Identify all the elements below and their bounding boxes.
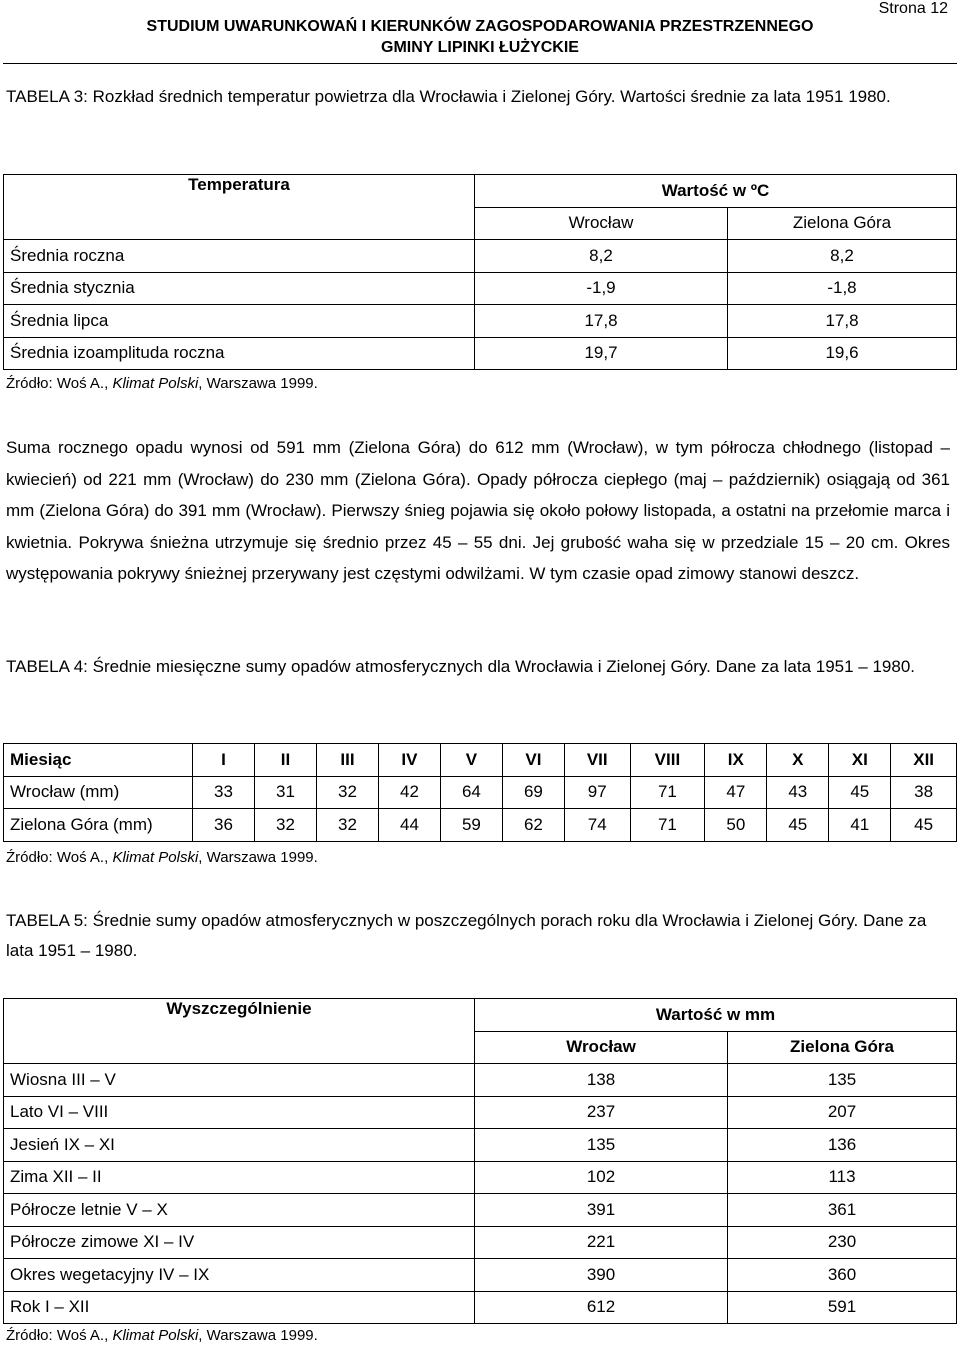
table-row bbox=[4, 1291, 957, 1324]
cell-value: 8,2 bbox=[728, 240, 957, 273]
table-row bbox=[4, 1161, 957, 1194]
cell-value: 64 bbox=[440, 776, 502, 809]
row-label: Średnia izoamplituda roczna bbox=[4, 337, 475, 370]
table-row bbox=[4, 305, 957, 338]
cell-value: 36 bbox=[193, 809, 255, 842]
cell-value: 17,8 bbox=[475, 305, 728, 338]
cell-value: 221 bbox=[475, 1226, 728, 1259]
table4 bbox=[3, 743, 957, 842]
row-label: Średnia stycznia bbox=[4, 272, 475, 305]
row-label: Średnia roczna bbox=[4, 240, 475, 273]
month-header: X bbox=[767, 744, 829, 777]
month-header: XI bbox=[829, 744, 891, 777]
cell-value: 113 bbox=[728, 1161, 957, 1194]
page-number: Strona 12 bbox=[878, 0, 948, 17]
table-row bbox=[4, 272, 957, 305]
table-row bbox=[4, 776, 957, 809]
cell-value: 42 bbox=[378, 776, 440, 809]
cell-value: 32 bbox=[254, 809, 316, 842]
cell-value: 33 bbox=[193, 776, 255, 809]
table4-caption: TABELA 4: Średnie miesięczne sumy opadów atmosferycznych dla Wrocławia i Zielonej Góry. Dane za lata 1951 – 1980. bbox=[6, 657, 916, 676]
cell-value: 59 bbox=[440, 809, 502, 842]
source-title: Klimat Polski bbox=[112, 1327, 199, 1344]
row-label: Jesień IX – XI bbox=[4, 1129, 475, 1162]
table3-group-header: Wartość w ºC bbox=[475, 175, 957, 208]
source-suffix: , Warszawa 1999. bbox=[198, 1327, 318, 1344]
row-label: Wiosna III – V bbox=[4, 1064, 475, 1097]
cell-value: 47 bbox=[705, 776, 767, 809]
cell-value: 31 bbox=[254, 776, 316, 809]
table4-source bbox=[6, 848, 318, 868]
source-title: Klimat Polski bbox=[112, 375, 199, 392]
row-label: Zielona Góra (mm) bbox=[4, 809, 193, 842]
body-paragraph: Suma rocznego opadu wynosi od 591 mm (Zielona Góra) do 612 mm (Wrocław), w tym półrocza chłodnego (listopad – kwiecień) od 221 mm (Wrocław) do 230 mm (Zielona Góra). Opady półrocza ciepłego (maj – październik) osiągają od 361 mm (Zielona Góra) do 391 mm (Wrocław). Pierwszy śnieg pojawia się około połowy listopada, a ostatni na przełomie marca i kwietnia. Pokrywa śnieżna utrzymuje się średnio przez 45 – 55 dni. Jej grubość waha się w przedziale 15 – 20 cm. Okres występowania pokrywy śnieżnej przerywany jest częstymi odwilżami. W tym czasie opad zimowy stanowi deszcz. bbox=[6, 438, 950, 583]
header-divider bbox=[3, 63, 957, 64]
month-header: VI bbox=[502, 744, 564, 777]
table-row bbox=[4, 1096, 957, 1129]
table5-col-header: Wyszczególnienie bbox=[4, 999, 475, 1064]
cell-value: -1,9 bbox=[475, 272, 728, 305]
cell-value: 102 bbox=[475, 1161, 728, 1194]
source-prefix: Źródło: Woś A., bbox=[6, 1327, 113, 1344]
source-prefix: Źródło: Woś A., bbox=[6, 375, 113, 392]
table5-group-header: Wartość w mm bbox=[475, 999, 957, 1032]
table-row bbox=[4, 1259, 957, 1292]
cell-value: 136 bbox=[728, 1129, 957, 1162]
source-title: Klimat Polski bbox=[112, 849, 199, 866]
table5 bbox=[3, 998, 957, 1324]
header-line-1: STUDIUM UWARUNKOWAŃ I KIERUNKÓW ZAGOSPODAROWANIA PRZESTRZENNEGO bbox=[146, 18, 814, 35]
table-row bbox=[4, 809, 957, 842]
cell-value: 45 bbox=[829, 776, 891, 809]
month-header: II bbox=[254, 744, 316, 777]
cell-value: 32 bbox=[316, 776, 378, 809]
source-prefix: Źródło: Woś A., bbox=[6, 849, 113, 866]
cell-value: 69 bbox=[502, 776, 564, 809]
cell-value: 360 bbox=[728, 1259, 957, 1292]
cell-value: 230 bbox=[728, 1226, 957, 1259]
table4-header-label: Miesiąc bbox=[4, 744, 193, 777]
cell-value: 50 bbox=[705, 809, 767, 842]
table3-caption: TABELA 3: Rozkład średnich temperatur powietrza dla Wrocławia i Zielonej Góry. Wartości średnie za lata 1951 1980. bbox=[6, 87, 891, 106]
cell-value: 17,8 bbox=[728, 305, 957, 338]
cell-value: 45 bbox=[891, 809, 957, 842]
month-header: IV bbox=[378, 744, 440, 777]
cell-value: 361 bbox=[728, 1194, 957, 1227]
row-label: Półrocze letnie V – X bbox=[4, 1194, 475, 1227]
month-header: XII bbox=[891, 744, 957, 777]
table5-sub-header: Wrocław bbox=[475, 1031, 728, 1064]
row-label: Półrocze zimowe XI – IV bbox=[4, 1226, 475, 1259]
row-label: Wrocław (mm) bbox=[4, 776, 193, 809]
row-label: Lato VI – VIII bbox=[4, 1096, 475, 1129]
table-row bbox=[4, 1194, 957, 1227]
cell-value: 135 bbox=[475, 1129, 728, 1162]
row-label: Średnia lipca bbox=[4, 305, 475, 338]
cell-value: 237 bbox=[475, 1096, 728, 1129]
cell-value: 8,2 bbox=[475, 240, 728, 273]
table5-source bbox=[6, 1326, 318, 1346]
cell-value: 19,6 bbox=[728, 337, 957, 370]
table-row bbox=[4, 1129, 957, 1162]
cell-value: 612 bbox=[475, 1291, 728, 1324]
cell-value: 62 bbox=[502, 809, 564, 842]
row-label: Zima XII – II bbox=[4, 1161, 475, 1194]
table-row bbox=[4, 337, 957, 370]
table3-col-header: Temperatura bbox=[4, 175, 475, 240]
table3 bbox=[3, 174, 957, 370]
cell-value: 45 bbox=[767, 809, 829, 842]
table5-sub-header: Zielona Góra bbox=[728, 1031, 957, 1064]
cell-value: -1,8 bbox=[728, 272, 957, 305]
table3-sub-header: Zielona Góra bbox=[728, 207, 957, 240]
cell-value: 138 bbox=[475, 1064, 728, 1097]
row-label: Rok I – XII bbox=[4, 1291, 475, 1324]
table3-source bbox=[6, 374, 318, 394]
table5-caption: TABELA 5: Średnie sumy opadów atmosferycznych w poszczególnych porach roku dla Wrocławia i Zielonej Góry. Dane za lata 1951 – 1980. bbox=[6, 911, 927, 960]
table-row bbox=[4, 240, 957, 273]
cell-value: 71 bbox=[630, 809, 705, 842]
document-header bbox=[0, 16, 960, 58]
cell-value: 44 bbox=[378, 809, 440, 842]
month-header: I bbox=[193, 744, 255, 777]
month-header: V bbox=[440, 744, 502, 777]
cell-value: 38 bbox=[891, 776, 957, 809]
cell-value: 207 bbox=[728, 1096, 957, 1129]
source-suffix: , Warszawa 1999. bbox=[198, 849, 318, 866]
month-header: III bbox=[316, 744, 378, 777]
table-row bbox=[4, 1226, 957, 1259]
cell-value: 97 bbox=[564, 776, 630, 809]
cell-value: 74 bbox=[564, 809, 630, 842]
month-header: VII bbox=[564, 744, 630, 777]
month-header: IX bbox=[705, 744, 767, 777]
cell-value: 591 bbox=[728, 1291, 957, 1324]
cell-value: 32 bbox=[316, 809, 378, 842]
row-label: Okres wegetacyjny IV – IX bbox=[4, 1259, 475, 1292]
table3-sub-header: Wrocław bbox=[475, 207, 728, 240]
header-line-2: GMINY LIPINKI ŁUŻYCKIE bbox=[381, 39, 579, 56]
cell-value: 71 bbox=[630, 776, 705, 809]
cell-value: 135 bbox=[728, 1064, 957, 1097]
cell-value: 41 bbox=[829, 809, 891, 842]
cell-value: 390 bbox=[475, 1259, 728, 1292]
table-row bbox=[4, 1064, 957, 1097]
cell-value: 19,7 bbox=[475, 337, 728, 370]
month-header: VIII bbox=[630, 744, 705, 777]
source-suffix: , Warszawa 1999. bbox=[198, 375, 318, 392]
cell-value: 391 bbox=[475, 1194, 728, 1227]
cell-value: 43 bbox=[767, 776, 829, 809]
